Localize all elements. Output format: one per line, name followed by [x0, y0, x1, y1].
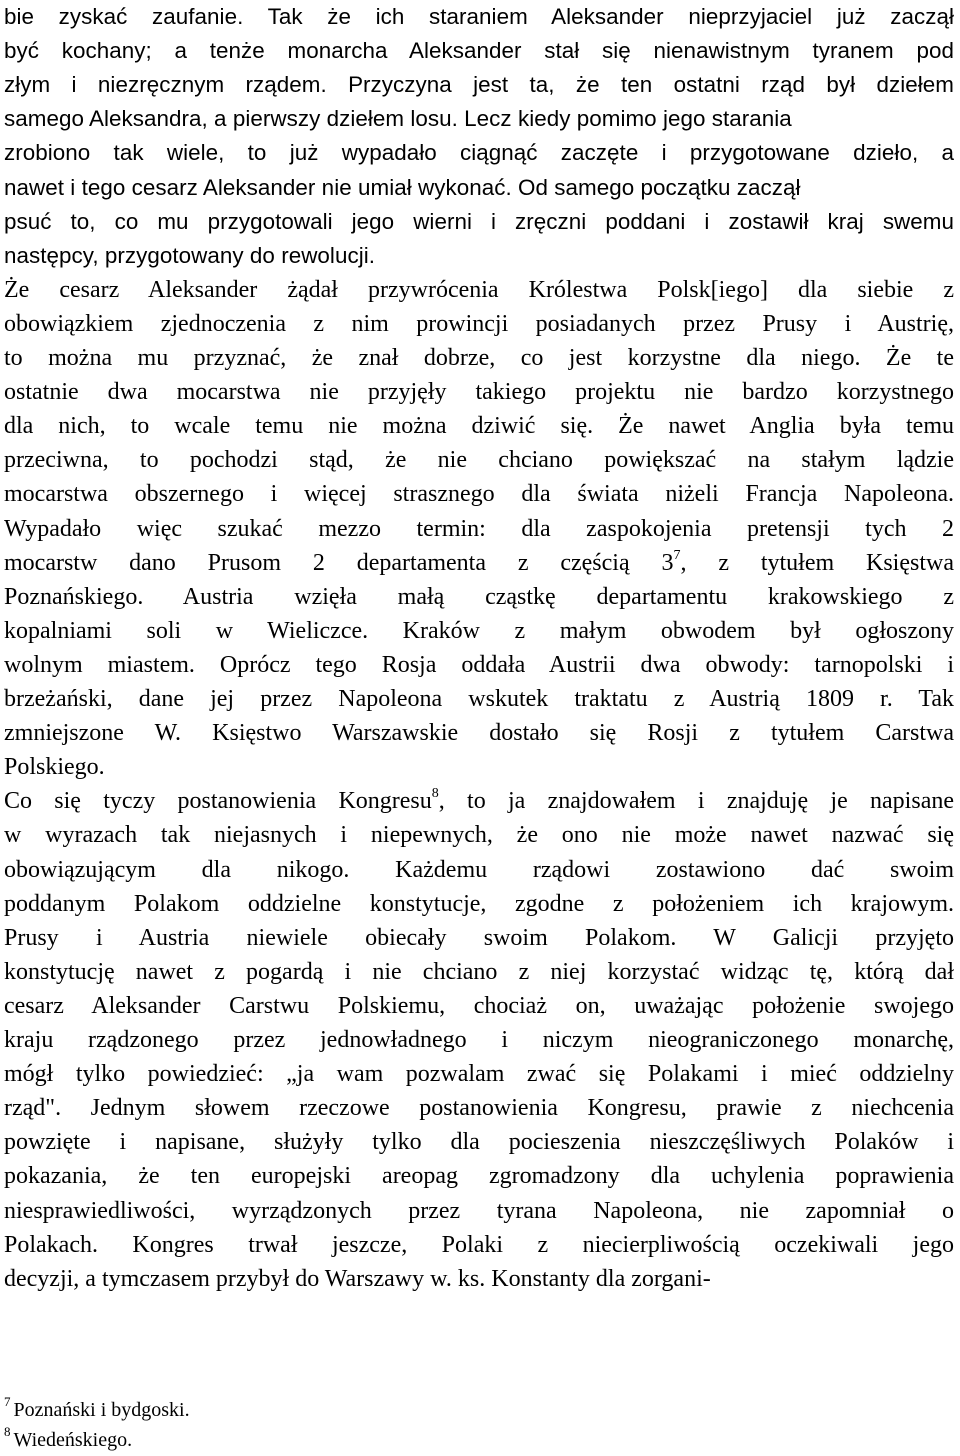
footnote-7 [4, 1394, 604, 1422]
text-segment: przeciwna, to pochodzi stąd, że nie chciano powiększać na stałym lądzie [4, 447, 954, 474]
text-segment: powzięte i napisane, służyły tylko dla pocieszenia nieszczęśliwych Polaków i [4, 1129, 954, 1156]
footnote-number: 7 [4, 1394, 11, 1409]
text-line [4, 1125, 954, 1159]
footnote-reference: 7 [673, 547, 681, 563]
text-segment: kopalniami soli w Wieliczce. Kraków z małym obwodem był ogłoszony [4, 617, 954, 644]
text-line [4, 239, 954, 273]
text-line [4, 921, 954, 955]
text-line [4, 477, 954, 511]
text-line [4, 716, 954, 750]
text-line [4, 682, 954, 716]
text-segment: zmniejszone W. Księstwo Warszawskie dostało się Rosji z tytułem Carstwa [4, 720, 954, 747]
text-line [4, 0, 954, 34]
text-line [4, 307, 954, 341]
text-segment: wolnym miastem. Oprócz tego Rosja oddała Austrii dwa obwody: tarnopolski i [4, 651, 954, 678]
text-segment: zrobiono tak wiele, to już wypadało ciągnąć zaczęte i przygotowane dzieło, a [4, 140, 954, 166]
text-line [4, 443, 954, 477]
text-segment: poddanym Polakom oddzielne konstytucje, zgodne z położeniem ich krajowym. [4, 890, 954, 917]
text-segment: Prusy i Austria niewiele obiecały swoim Polakom. W Galicji przyjęto [4, 924, 954, 951]
text-segment: w wyrazach tak niejasnych i niepewnych, że ono nie może nawet nazwać się [4, 822, 954, 849]
text-line [4, 853, 954, 887]
text-line [4, 409, 954, 443]
text-segment: brzeżański, dane jej przez Napoleona wskutek traktatu z Austrią 1809 r. Tak [4, 686, 954, 712]
footnote-text: Wiedeńskiego. [13, 1429, 133, 1451]
footnote-number: 8 [4, 1424, 11, 1439]
text-segment: mógł tylko powiedzieć: „ja wam pozwalam zwać się Polakami i mieć oddzielny [4, 1061, 954, 1088]
text-line [4, 205, 954, 239]
text-line [4, 989, 954, 1023]
text-segment: dla nich, to wcale temu nie można dziwić się. Że nawet Anglia była temu [4, 413, 954, 440]
text-line [4, 1194, 954, 1228]
text-line [4, 34, 954, 68]
text-line [4, 512, 954, 546]
text-line [4, 1228, 954, 1262]
text-segment: obowiązkiem zjednoczenia z nim prowincji posiadanych przez Prusy i Austrię, [4, 310, 954, 337]
text-line [4, 546, 954, 580]
text-line [4, 1262, 954, 1296]
text-segment: następcy, przygotowany do rewolucji. [4, 242, 376, 268]
text-segment: , to ja znajdowałem i znajduję je napisane [438, 788, 954, 815]
text-segment: mocarstw dano Prusom 2 departamenta z częścią 3 [4, 549, 674, 576]
text-line [4, 580, 954, 614]
text-line [4, 341, 954, 375]
text-line [4, 1057, 954, 1091]
text-segment: konstytucję nawet z pogardą i nie chciano z niej korzystać widząc tę, którą dał [4, 958, 954, 985]
text-segment: pokazania, że ten europejski areopag zgromadzony dla uchylenia poprawienia [4, 1163, 954, 1190]
text-line [4, 1091, 954, 1125]
text-segment: obowiązującym dla nikogo. Każdemu rządowi zostawiono dać swoim [4, 856, 954, 883]
text-segment: , z tytułem Księstwa [680, 549, 954, 576]
text-line [4, 375, 954, 409]
text-line [4, 1023, 954, 1057]
text-line [4, 887, 954, 921]
text-segment: Wypadało więc szukać mezzo termin: dla zaspokojenia pretensji tych 2 [4, 515, 954, 542]
text-segment: nawet i tego cesarz Aleksander nie umiał wykonać. Od samego początku zaczął [4, 174, 801, 200]
text-segment: Poznańskiego. Austria wzięła małą cząstkę departamentu krakowskiego z [4, 583, 954, 610]
text-line [4, 273, 954, 307]
text-segment: kraju rządzonego przez jednowładnego i niczym nieograniczonego monarchę, [4, 1027, 954, 1053]
text-segment: decyzji, a tymczasem przybył do Warszawy w. ks. Konstanty dla zorgani- [4, 1265, 711, 1292]
text-segment: Co się tyczy postanowienia Kongresu [4, 788, 432, 815]
text-segment: Że cesarz Aleksander żądał przywrócenia Królestwa Polsk[iego] dla siebie z [4, 276, 954, 303]
footnote-text: Poznański i bydgoski. [13, 1399, 190, 1421]
text-line [4, 136, 954, 170]
text-segment: Polakach. Kongres trwał jeszcze, Polaki z niecierpliwością oczekiwali jego [4, 1231, 954, 1258]
text-line [4, 750, 954, 784]
text-line [4, 648, 954, 682]
text-segment: złym i niezręcznym rządem. Przyczyna jest ta, że ten ostatni rząd był dziełem [4, 72, 954, 98]
footnote-reference: 8 [431, 786, 439, 802]
text-line [4, 614, 954, 648]
text-line [4, 68, 954, 102]
text-segment: być kochany; a tenże monarcha Aleksander stał się nienawistnym tyranem pod [4, 38, 954, 64]
text-segment: cesarz Aleksander Carstwu Polskiemu, chociaż on, uważając położenie swojego [4, 992, 954, 1019]
text-segment: Polskiego. [4, 754, 105, 781]
text-segment: ostatnie dwa mocarstwa nie przyjęły takiego projektu nie bardzo korzystnego [4, 379, 954, 406]
text-segment: to można mu przyznać, że znał dobrze, co jest korzystne dla niego. Że te [4, 345, 954, 371]
text-line [4, 955, 954, 989]
text-segment: bie zyskać zaufanie. Tak że ich staraniem Aleksander nieprzyjaciel już zaczął [4, 4, 954, 29]
text-segment: mocarstwa obszernego i więcej strasznego dla świata niżeli Francja Napoleona. [4, 481, 954, 508]
text-line [4, 171, 954, 205]
text-segment: niesprawiedliwości, wyrządzonych przez tyrana Napoleona, nie zapomniał o [4, 1197, 954, 1224]
footnote-8 [4, 1424, 604, 1452]
document-page [4, 0, 954, 1456]
text-line [4, 102, 954, 136]
text-line [4, 818, 954, 852]
text-line [4, 784, 954, 818]
text-segment: samego Aleksandra, a pierwszy dziełem losu. Lecz kiedy pomimo jego starania [4, 106, 792, 132]
text-segment: rząd". Jednym słowem rzeczowe postanowienia Kongresu, prawie z niechcenia [4, 1095, 954, 1122]
text-segment: psuć to, co mu przygotowali jego wierni i zręczni poddani i zostawił kraj swemu [4, 208, 954, 234]
text-line [4, 1159, 954, 1193]
